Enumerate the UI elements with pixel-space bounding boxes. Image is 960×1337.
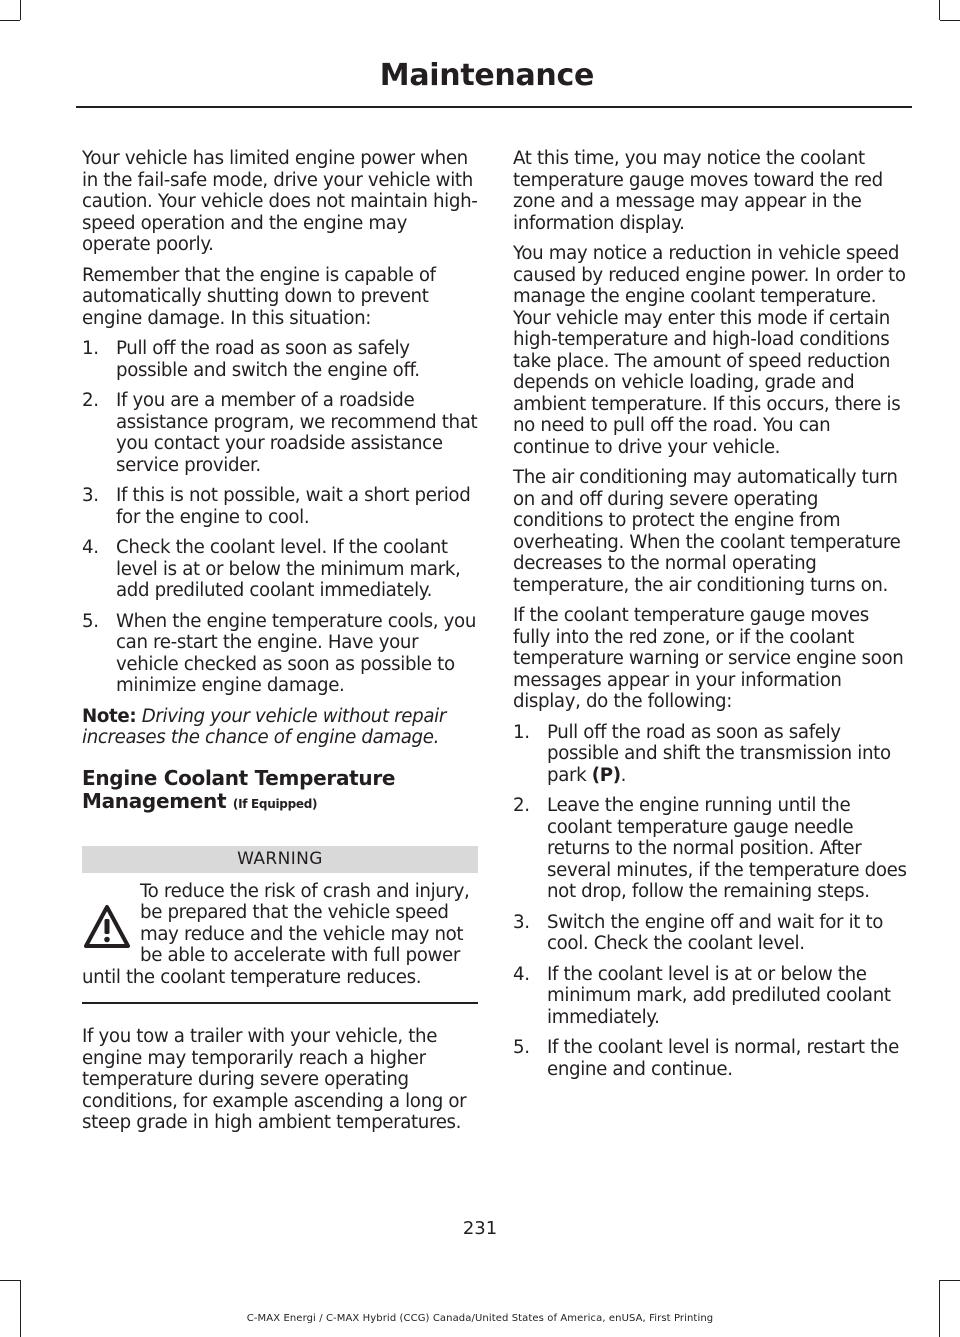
paragraph: If the coolant temperature gauge moves fully into the red zone, or if the coolant temperature warning or service engine soon messages appear in your information display, do the following: — [513, 605, 904, 712]
page-number: 231 — [462, 1218, 498, 1239]
crop-mark — [0, 20, 20, 21]
note — [82, 706, 478, 749]
right-column — [513, 148, 909, 1089]
section-heading — [82, 767, 478, 816]
step-number: 3. — [513, 911, 530, 933]
paragraph: The air conditioning may automatically turn on and off during severe operating conditions to protect the engine from overheating. When the coolant temperature decreases to the normal operating temperature, the air conditioning turns on. — [513, 467, 901, 596]
paragraph: Your vehicle has limited engine power when in the fail-safe mode, drive your vehicle with caution. Your vehicle does not maintain high-speed operation and the engine may operate poorly. — [82, 148, 478, 255]
warning-box — [82, 881, 478, 989]
list-item — [513, 795, 909, 903]
step-number: 1. — [82, 338, 99, 359]
warning-header: WARNING — [82, 846, 478, 873]
section-title: Engine Coolant Temperature Management — [82, 765, 396, 813]
step-text: When the engine temperature cools, you can re-start the engine. Have your vehicle checked as soon as possible to minimize engine damage. — [116, 610, 477, 696]
footer-text: C-MAX Energi / C-MAX Hybrid (CCG) Canada/United States of America, enUSA, First Printing — [246, 1313, 714, 1324]
step-text: Switch the engine off and wait for it to cool. Check the coolant level. — [547, 911, 884, 954]
warning-text: To reduce the risk of crash and injury, be prepared that the vehicle speed may reduce and the vehicle may not be able to accelerate with full power until the coolant temperature reduces. — [82, 880, 470, 988]
page-title: Maintenance — [379, 58, 594, 93]
crop-mark — [20, 1280, 21, 1337]
crop-mark — [0, 1280, 20, 1281]
crop-mark — [939, 1280, 940, 1337]
crop-mark — [940, 1280, 960, 1281]
list-item — [513, 912, 909, 955]
section-qualifier: (If Equipped) — [232, 796, 318, 811]
step-text: Check the coolant level. If the coolant level is at or below the minimum mark, add prediluted coolant immediately. — [116, 537, 461, 601]
step-number: 2. — [513, 795, 530, 816]
list-item — [82, 611, 478, 697]
left-column — [82, 148, 478, 1143]
steps-list — [513, 722, 909, 1081]
note-text: Driving your vehicle without repair increases the chance of engine damage. — [82, 705, 446, 748]
step-number: 4. — [513, 963, 530, 985]
note-label: Note: — [82, 705, 137, 727]
list-item — [82, 338, 478, 381]
step-number: 3. — [82, 485, 99, 506]
step-text: If this is not possible, wait a short period for the engine to cool. — [116, 485, 471, 528]
list-item — [82, 537, 478, 602]
paragraph: You may notice a reduction in vehicle speed caused by reduced engine power. In order to manage the engine coolant temperature. Your vehicle may enter this mode if certain high-temperature and high-load conditions take place. The amount of speed reduction depends on vehicle loading, grade and ambient temperature. If this occurs, there is no need to pull off the road. You can continue to drive your vehicle. — [513, 243, 906, 458]
step-number: 1. — [513, 721, 530, 743]
list-item — [82, 390, 478, 476]
list-item — [82, 485, 478, 528]
step-text: If the coolant level is normal, restart the engine and continue. — [547, 1037, 899, 1080]
paragraph: At this time, you may notice the coolant temperature gauge moves toward the red zone and a message may appear in the information display. — [513, 148, 883, 234]
step-text: Pull off the road as soon as safely possible and shift the transmission into park — [547, 721, 891, 786]
crop-mark — [940, 20, 960, 21]
list-item — [513, 722, 909, 787]
step-number: 5. — [513, 1037, 530, 1058]
step-text: If the coolant level is at or below the minimum mark, add prediluted coolant immediately. — [547, 963, 891, 1028]
paragraph: If you tow a trailer with your vehicle, the engine may temporarily reach a higher temperature during severe operating conditions, for example ascending a long or steep grade in high ambient temperatures. — [82, 1026, 467, 1133]
warning-divider — [82, 1002, 478, 1004]
paragraph: Remember that the engine is capable of automatically shutting down to prevent engine damage. In this situation: — [82, 264, 436, 329]
steps-list — [82, 338, 478, 697]
step-text: Pull off the road as soon as safely possible and switch the engine off. — [116, 338, 420, 381]
step-text: Leave the engine running until the coolant temperature gauge needle returns to the normal position. After several minutes, if the temperature does not drop, follow the remaining steps. — [547, 795, 907, 902]
header-divider — [76, 106, 912, 108]
step-end: . — [620, 764, 627, 786]
crop-mark — [939, 0, 940, 20]
step-number: 5. — [82, 610, 99, 632]
step-number: 4. — [82, 537, 99, 558]
park-symbol: (P) — [591, 764, 621, 786]
step-number: 2. — [82, 390, 99, 411]
warning-icon — [82, 903, 132, 951]
crop-mark — [20, 0, 21, 20]
list-item — [513, 964, 909, 1029]
step-text: If you are a member of a roadside assistance program, we recommend that you contact your roadside assistance service provider. — [116, 390, 478, 476]
list-item — [513, 1037, 909, 1080]
